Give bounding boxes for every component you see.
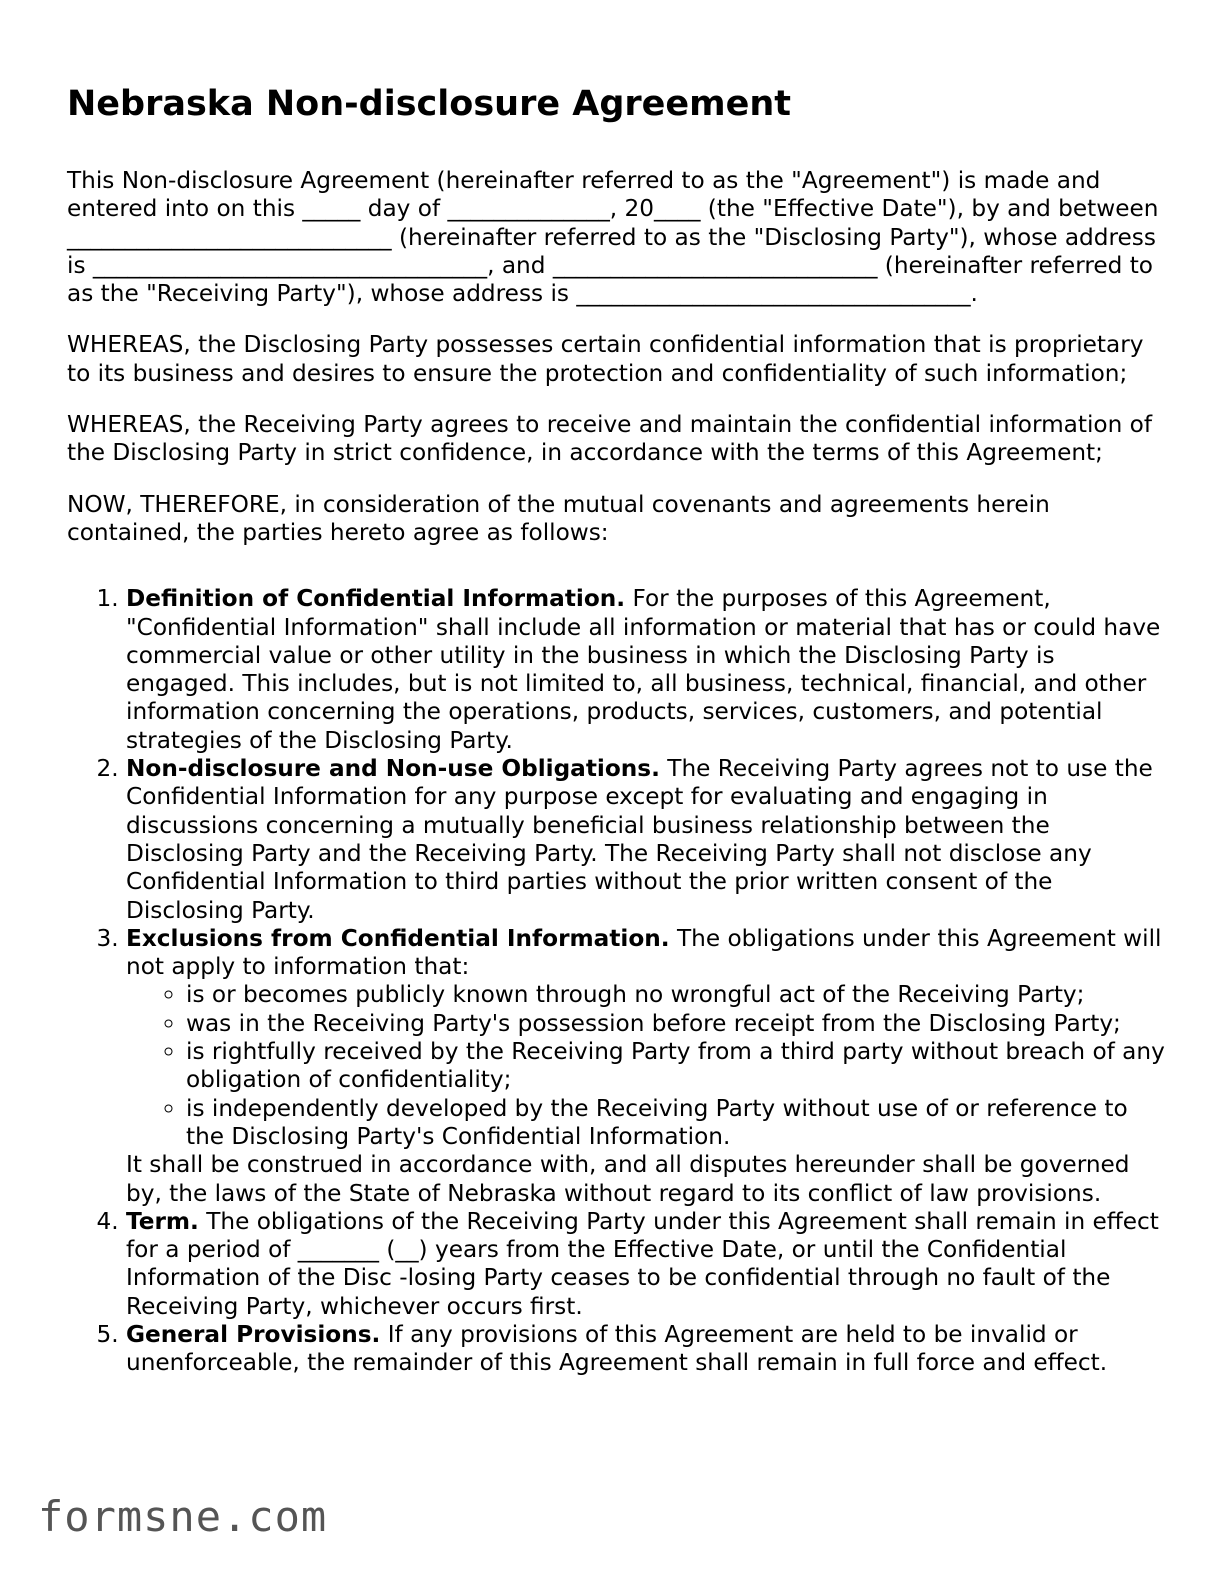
section-heading: Exclusions from Confidential Information. — [126, 924, 670, 952]
section-heading: Non-disclosure and Non-use Obligations. — [126, 755, 660, 783]
section-item — [126, 1321, 1167, 1378]
section-heading: Definition of Confidential Information. — [126, 585, 626, 613]
whereas-paragraph-2: WHEREAS, the Receiving Party agrees to receive and maintain the confidential information of the Disclosing Party in strict confidence, in accordance with the terms of this Agreement; — [67, 411, 1152, 467]
section-body: The obligations under this Agreement will not apply to information that: — [126, 924, 1162, 981]
section-item — [126, 585, 1167, 755]
section-item — [126, 755, 1167, 925]
document-title: Nebraska Non-disclosure Agreement — [67, 84, 791, 124]
governing-law-note: It shall be construed in accordance with, and all disputes hereunder shall be governed by, the laws of the State of Nebraska without regard to its conflict of law provisions. — [126, 1151, 1130, 1207]
watermark-text: formsne.com — [38, 1492, 328, 1541]
whereas-paragraph-1: WHEREAS, the Disclosing Party possesses certain confidential information that is proprietary to its business and desires to ensure the protection and confidentiality of such information; — [67, 331, 1144, 387]
exclusions-list — [126, 981, 1167, 1151]
section-heading: General Provisions. — [126, 1320, 381, 1348]
section-body: If any provisions of this Agreement are held to be invalid or unenforceable, the remainder of this Agreement shall remain in full force and effect. — [126, 1320, 1108, 1377]
intro-paragraph: This Non-disclosure Agreement (hereinafter referred to as the "Agreement") is made and entered into on this _____ day of ______________, 20____ (the "Effective Date"), by and between ____________________________ (hereinafter referred to as the "Disclosing Party"), whose address is __________________________________, and ____________________________ (hereinafter referred to as the "Receiving Party"), whose address is __________________________________. — [67, 167, 1159, 308]
exclusion-item: ◦ is independently developed by the Receiving Party without use of or reference to the Disclosing Party's Confidential Information. — [186, 1095, 1167, 1152]
section-body: The Receiving Party agrees not to use the Confidential Information for any purpose except for evaluating and engaging in discussions concerning a mutually beneficial business relationship between the Disclosing Party and the Receiving Party. The Receiving Party shall not disclose any Confidential Information to third parties without the prior written consent of the Disclosing Party. — [126, 755, 1153, 924]
now-therefore-paragraph: NOW, THEREFORE, in consideration of the mutual covenants and agreements herein contained, the parties hereto agree as follows: — [67, 490, 1050, 546]
document-page — [67, 82, 1167, 1378]
exclusion-item: ◦ is rightfully received by the Receiving Party from a third party without breach of any obligation of confidentiality; — [186, 1038, 1167, 1095]
section-item — [126, 1208, 1167, 1321]
section-body: The obligations of the Receiving Party under this Agreement shall remain in effect for a period of _______ (__) years from the Effective Date, or until the Confidential Information of the Disc -losing Party ceases to be confidential through no fault of the Receiving Party, whichever occurs first. — [126, 1207, 1159, 1320]
exclusion-item: ◦ was in the Receiving Party's possession before receipt from the Disclosing Party; — [186, 1010, 1167, 1038]
section-heading: Term. — [126, 1207, 199, 1235]
sections-list — [67, 585, 1167, 1377]
section-body: For the purposes of this Agreement, "Confidential Information" shall include all information or material that has or could have commercial value or other utility in the business in which the Disclosing Party is engaged. This includes, but is not limited to, all business, technical, financial, and other information concerning the operations, products, services, customers, and potential strategies of the Disclosing Party. — [126, 585, 1161, 754]
section-item — [126, 925, 1167, 1208]
exclusion-item: ◦ is or becomes publicly known through no wrongful act of the Receiving Party; — [186, 981, 1167, 1009]
